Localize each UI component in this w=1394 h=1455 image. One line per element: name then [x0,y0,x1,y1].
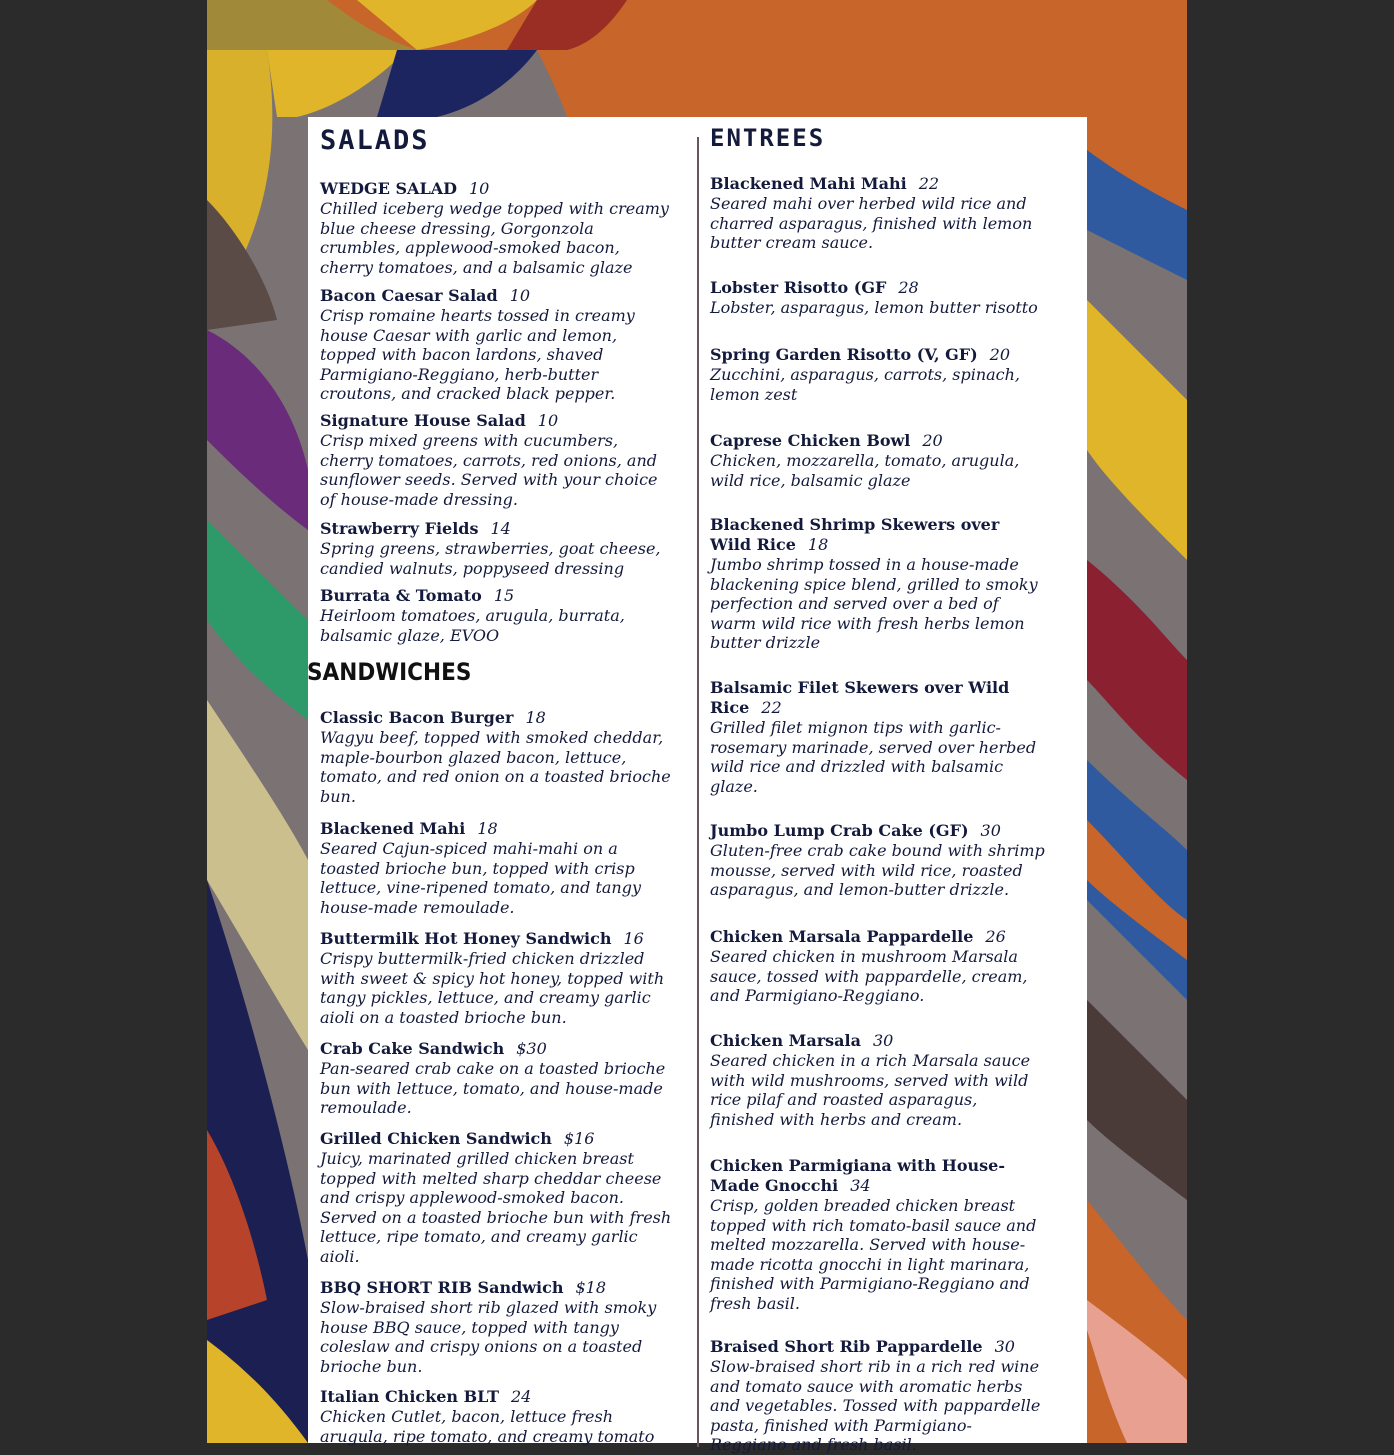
item-name: Balsamic Filet Skewers over Wild Rice [710,678,1010,717]
item-description: Chicken Cutlet, bacon, lettuce fresh arugula, ripe tomato, and creamy tomato [320,1407,655,1446]
item-name: Bacon Caesar Salad [320,286,498,305]
item-description: Chilled iceberg wedge topped with creamy blue cheese dressing, Gorgonzola crumbles, applewood-smoked bacon, cherry tomatoes, and a balsamic glaze [320,199,669,277]
item-name: Chicken Marsala Pappardelle [710,927,974,946]
item-price: $16 [563,1129,595,1148]
item-price: 18 [477,819,498,838]
item-description: Spring greens, strawberries, goat cheese, candied walnuts, poppyseed dressing [320,539,661,578]
item-price: 30 [872,1031,894,1050]
menu-item [320,519,672,578]
column-divider [697,137,699,1447]
item-description: Slow-braised short rib glazed with smoky house BBQ sauce, topped with tangy coleslaw and crispy onions on a toasted brioche bun. [320,1298,657,1376]
item-name: Classic Bacon Burger [320,708,514,727]
item-description: Jumbo shrimp tossed in a house-made blackening spice blend, grilled to smoky perfection and served over a bed of warm wild rice with fresh herbs lemon butter drizzle [710,555,1038,652]
item-price: 16 [623,929,644,948]
menu-item [320,819,672,917]
item-description: Seared chicken in mushroom Marsala sauce, tossed with pappardelle, cream, and Parmigiano-Reggiano. [710,947,1028,1005]
item-description: Seared Cajun-spiced mahi-mahi on a toasted brioche bun, topped with crisp lettuce, vine-ripened tomato, and tangy house-made remoulade. [320,839,641,917]
item-name: Chicken Parmigiana with House-Made Gnocchi [710,1156,1005,1195]
item-description: Slow-braised short rib in a rich red wine and tomato sauce with aromatic herbs and vegetables. Tossed with pappardelle pasta, finished with Parmigiano-Reggiano and fresh basil. [710,1357,1041,1454]
item-price: 28 [898,278,919,297]
item-description: Crispy buttermilk-fried chicken drizzled with sweet & spicy hot honey, topped with tangy pickles, lettuce, and creamy garlic aioli on a toasted brioche bun. [320,949,665,1027]
item-name: Burrata & Tomato [320,586,482,605]
menu-item [320,1129,672,1266]
menu-sheet [307,117,1087,1454]
item-description: Crisp, golden breaded chicken breast topped with rich tomato-basil sauce and melted mozzarella. Served with house-made ricotta gnocchi in light marinara, finished with Parmigiano-Reggiano and fresh basil. [710,1196,1037,1313]
item-name: Spring Garden Risotto (V, GF) [710,345,978,364]
item-description: Juicy, marinated grilled chicken breast topped with melted sharp cheddar cheese and crispy applewood-smoked bacon. Served on a toasted brioche bun with fresh lettuce, ripe tomato, and creamy garlic aioli. [320,1149,672,1266]
item-price: 24 [511,1387,532,1406]
menu-item [710,1031,1045,1129]
menu-item [320,929,672,1027]
item-price: 18 [807,535,829,554]
item-price: 14 [490,519,511,538]
menu-item [710,1156,1045,1313]
item-name: Grilled Chicken Sandwich [320,1129,552,1148]
menu-item [320,1278,672,1376]
menu-item [710,678,1045,796]
item-name: Signature House Salad [320,411,526,430]
item-name: Braised Short Rib Pappardelle [710,1337,983,1356]
menu-item [320,286,672,404]
item-name: BBQ SHORT RIB Sandwich [320,1278,564,1297]
item-name: Blackened Shrimp Skewers over Wild Rice [710,515,1000,554]
item-price: 34 [850,1176,871,1195]
item-description: Gluten-free crab cake bound with shrimp mousse, served with wild rice, roasted asparagus, and lemon-butter drizzle. [710,841,1045,899]
menu-page [207,0,1187,1454]
item-price: 20 [989,345,1011,364]
menu-item [710,927,1045,1006]
menu-item [710,174,1045,253]
item-description: Wagyu beef, topped with smoked cheddar, maple-bourbon glazed bacon, lettuce, tomato, and red onion on a toasted brioche bun. [320,728,671,806]
item-price: 22 [918,174,940,193]
item-name: Lobster Risotto (GF [710,278,887,297]
item-description: Grilled filet mignon tips with garlic-rosemary marinade, served over herbed wild rice and drizzled with balsamic glaze. [710,718,1037,796]
item-name: Crab Cake Sandwich [320,1039,505,1058]
entrees-heading: ENTREES [710,124,826,152]
item-description: Pan-seared crab cake on a toasted brioche bun with lettuce, tomato, and house-made remoulade. [320,1059,666,1117]
item-description: Seared mahi over herbed wild rice and charred asparagus, finished with lemon butter cream sauce. [710,194,1033,252]
menu-item [710,345,1045,404]
sandwiches-heading: SANDWICHES [307,658,472,686]
menu-item [320,411,672,509]
menu-item [710,515,1045,653]
item-description: Zucchini, asparagus, carrots, spinach, lemon zest [710,365,1021,404]
menu-item [320,708,672,806]
item-name: Italian Chicken BLT [320,1387,499,1406]
item-price: 30 [980,821,1001,840]
item-name: Caprese Chicken Bowl [710,431,911,450]
item-description: Chicken, mozzarella, tomato, arugula, wild rice, balsamic glaze [710,451,1020,490]
item-price: $18 [575,1278,607,1297]
item-name: Strawberry Fields [320,519,479,538]
item-name: Jumbo Lump Crab Cake (GF) [710,821,969,840]
item-price: 10 [509,286,531,305]
menu-item [710,1337,1045,1455]
item-description: Seared chicken in a rich Marsala sauce with wild mushrooms, served with wild rice pilaf and roasted asparagus, finished with herbs and cream. [710,1051,1031,1129]
item-name: WEDGE SALAD [320,179,457,198]
menu-item [320,1387,672,1446]
item-price: 10 [537,411,559,430]
item-price: 10 [468,179,490,198]
salads-heading: SALADS [320,125,430,156]
item-price: 15 [493,586,515,605]
item-description: Crisp mixed greens with cucumbers, cherry tomatoes, carrots, red onions, and sunflower seeds. Served with your choice of house-made dressing. [320,431,658,509]
item-name: Buttermilk Hot Honey Sandwich [320,929,612,948]
item-name: Blackened Mahi [320,819,466,838]
item-price: 22 [761,698,782,717]
item-price: 26 [985,927,1006,946]
menu-item [710,821,1045,900]
menu-item [320,179,672,277]
item-price: 18 [525,708,546,727]
menu-item [320,586,672,645]
item-description: Lobster, asparagus, lemon butter risotto [710,298,1038,317]
item-name: Blackened Mahi Mahi [710,174,907,193]
item-price: $30 [516,1039,547,1058]
item-description: Crisp romaine hearts tossed in creamy house Caesar with garlic and lemon, topped with bacon lardons, shaved Parmigiano-Reggiano, herb-butter croutons, and cracked black pepper. [320,306,635,403]
item-description: Heirloom tomatoes, arugula, burrata, balsamic glaze, EVOO [320,606,625,645]
item-price: 30 [994,1337,1015,1356]
item-price: 20 [922,431,943,450]
item-name: Chicken Marsala [710,1031,861,1050]
menu-item [710,431,1045,490]
menu-item [320,1039,672,1118]
menu-item [710,278,1045,318]
